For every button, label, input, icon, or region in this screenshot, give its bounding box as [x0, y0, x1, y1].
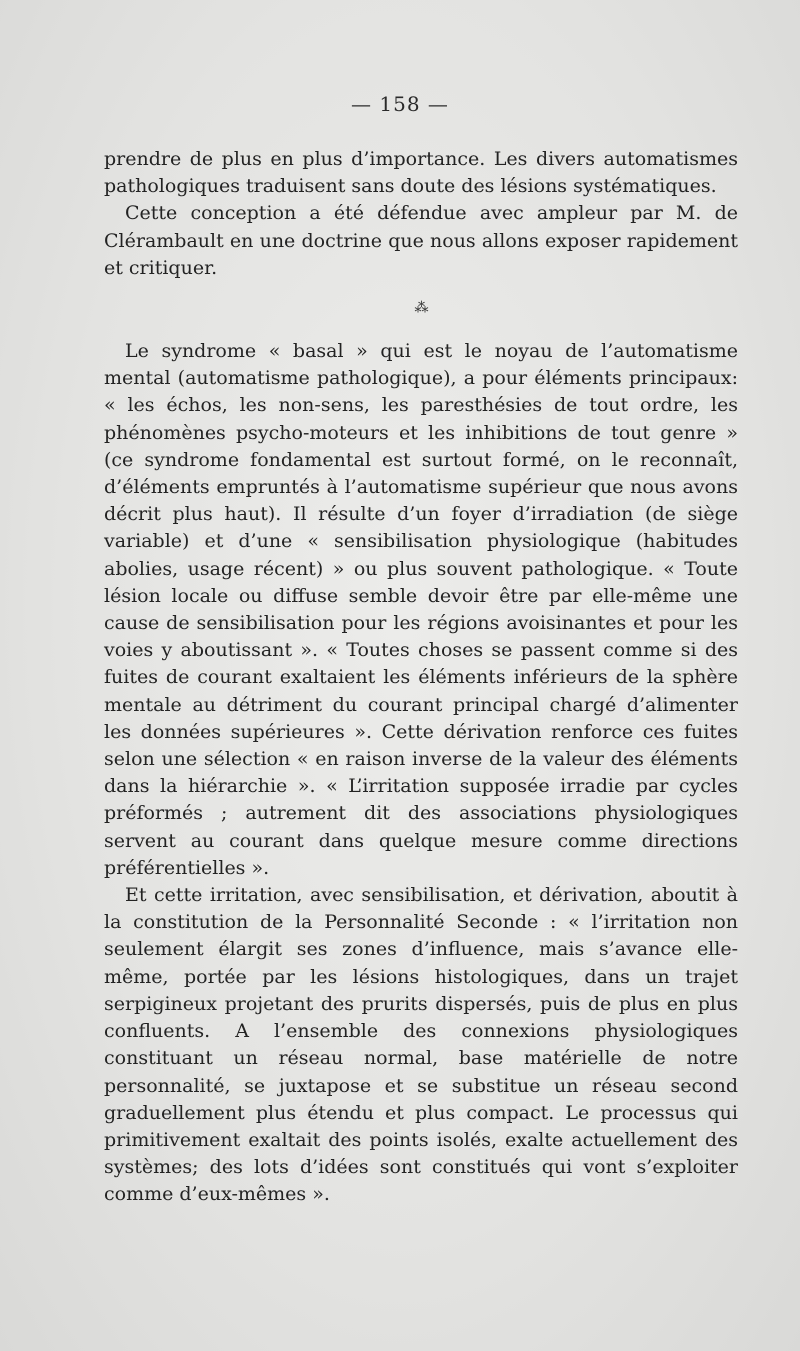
paragraph-clerambault-conception: Cette conception a été défendue avec ampleur par M. de Clérambault en une doctrine que nous allons exposer rapidement et critiquer. [104, 202, 738, 279]
paragraph-continuation: prendre de plus en plus d’importance. Les divers automatismes pathologiques traduisent sans doute des lésions systématiques. [104, 148, 738, 198]
asterism-separator: ⁂ [414, 300, 428, 317]
body-text [104, 146, 738, 1209]
page-number: — 158 — [351, 92, 449, 116]
paragraph-basal-syndrome: Le syndrome « basal » qui est le noyau de l’automatisme mental (automatisme pathologique), a pour éléments principaux: « les échos, les non-sens, les paresthésies de tout ordre, les phénomènes psycho-moteurs et les inhibitions de tout genre » (ce syndrome fondamental est surtout formé, on le reconnaît, d’éléments empruntés à l’automatisme supérieur que nous avons décrit plus haut). Il résulte d’un foyer d’irradiation (de siège variable) et d’une « sensibilisation physiologique (habitudes abolies, usage récent) » ou plus souvent pathologique. « Toute lésion locale ou diffuse semble devoir être par elle-même une cause de sensibilisation pour les régions avoisinantes et pour les voies y aboutissant ». « Toutes choses se passent comme si des fuites de courant exaltaient les éléments inférieurs de la sphère mentale au détriment du courant principal chargé d’alimenter les données supérieures ». Cette dérivation renforce ces fuites selon une sélection « en raison inverse de la valeur des éléments dans la hiérarchie ». « L’irritation supposée irradie par cycles préformés ; autrement dit des associations physiologiques servent au courant dans quelque mesure comme directions préférentielles ». [104, 340, 738, 879]
paragraph-second-personality: Et cette irritation, avec sensibilisation, et dérivation, aboutit à la constitution de la Personnalité Seconde : « l’irritation non seulement élargit ses zones d’influence, mais s’avance elle-même, portée par les lésions histologiques, dans un trajet serpigineux projetant des prurits dispersés, puis de plus en plus confluents. A l’ensemble des connexions physiologiques constituant un réseau normal, base matérielle de notre personnalité, se juxtapose et se substitue un réseau second graduellement plus étendu et plus compact. Le processus qui primitivement exaltait des points isolés, exalte actuellement des systèmes; des lots d’idées sont constitués qui vont s’exploiter comme d’eux-mêmes ». [104, 884, 738, 1206]
